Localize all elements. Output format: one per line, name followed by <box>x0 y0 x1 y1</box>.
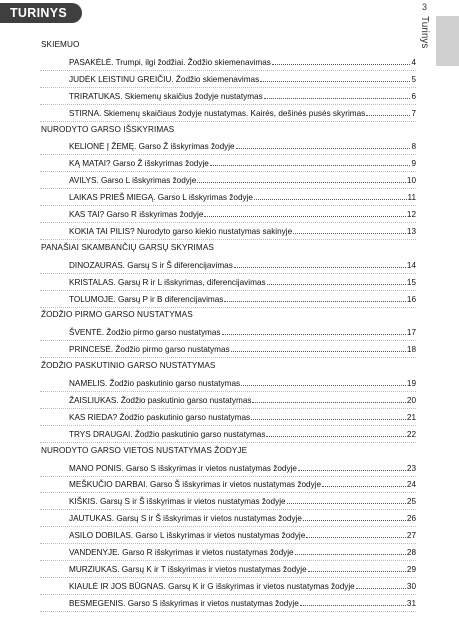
dot-leader <box>298 469 406 471</box>
row-divider <box>40 121 416 122</box>
row-divider <box>40 154 416 155</box>
toc-entry-title: JAUTUKAS. Garsų S ir Š išskyrimas ir vietos nustatymas žodyje <box>69 514 302 524</box>
row-divider <box>40 560 416 561</box>
row-divider <box>40 442 416 443</box>
section-title: SKIEMUO <box>41 40 80 49</box>
toc-entry[interactable] <box>69 412 416 423</box>
toc-entry-title: KIŠKIS. Garsų S ir Š išskyrimas ir vietos nustatymas žodyje <box>69 497 286 507</box>
toc-entry[interactable] <box>69 564 416 575</box>
toc-entry-page: 22 <box>406 429 416 439</box>
toc-entry[interactable] <box>69 91 416 102</box>
row-divider <box>40 340 416 341</box>
toc-entry-page: 15 <box>406 277 416 287</box>
row-divider <box>40 188 416 189</box>
row-divider <box>40 70 416 71</box>
toc-entry-page: 11 <box>407 193 416 203</box>
row-divider <box>40 171 416 172</box>
toc-entry-title: KOKIA TAI PILIS? Nurodyto garso kiekio nustatymas sakinyje <box>69 226 293 236</box>
toc-entry-title: ŽAISLIUKAS. Žodžio paskutinio garso nustatymas <box>69 395 252 405</box>
dot-leader <box>308 570 406 572</box>
toc-entry-title: MANO PONIS. Garso S išskyrimas ir vietos nustatymas žodyje <box>69 463 297 473</box>
toc-entry-page: 23 <box>406 463 416 473</box>
toc-entry-page: 30 <box>406 581 416 591</box>
toc-entry-title: BESMEGENIS. Garso S išskyrimas ir vietos nustatymas žodyje <box>69 598 299 608</box>
toc-entry-title: AVILYS. Garso L išskyrimas žodyje <box>69 176 197 186</box>
dot-leader <box>287 502 406 504</box>
section-title: NURODYTO GARSO IŠSKYRIMAS <box>41 124 175 134</box>
toc-entry-title: LAIKAS PRIEŠ MIEGĄ. Garso L išskyrimas žodyje <box>69 193 253 203</box>
toc-entry-page: 13 <box>406 226 416 236</box>
section-title: NURODYTO GARSO VIETOS NUSTATYMAS ŽODYJE <box>41 445 248 455</box>
dot-leader <box>293 232 406 234</box>
toc-entry-title: ŠVENTĖ. Žodžio pirmo garso nustatymas <box>69 328 221 338</box>
toc-entry-title: KRISTALAS. Garsų R ir L išskyrimas, diferencijavimas <box>69 277 266 287</box>
toc-entry-title: TRIRATUKAS. Skiemenų skaičius žodyje nustatymas <box>69 91 263 101</box>
dot-leader <box>264 97 411 99</box>
toc-entry-title: PASAKĖLĖ. Trumpi, ilgi žodžiai. Žodžio skiemenavimas <box>69 57 271 67</box>
toc-entry[interactable] <box>69 581 416 592</box>
row-divider <box>40 492 416 493</box>
toc-entry[interactable] <box>69 74 416 85</box>
toc-entry[interactable] <box>69 57 416 68</box>
toc-entry-page: 17 <box>406 328 416 338</box>
toc-entry-page: 4 <box>411 57 416 67</box>
toc-entry[interactable] <box>69 141 416 152</box>
dot-leader <box>303 519 406 521</box>
row-divider <box>40 425 416 426</box>
row-divider <box>40 391 416 392</box>
dot-leader <box>252 401 405 403</box>
toc-entry[interactable] <box>69 547 416 558</box>
toc-entry-page: 19 <box>406 379 416 388</box>
toc-entry-title: PRINCESĖ. Žodžio pirmo garso nustatymas <box>69 345 230 355</box>
toc-entry[interactable] <box>69 175 416 186</box>
row-divider <box>40 476 416 477</box>
toc-entry-title: KELIONĖ Į ŽEMĘ. Garso Ž išskyrimas žodyje <box>69 142 235 152</box>
row-divider <box>40 509 416 510</box>
toc-entry-title: KĄ MATAI? Garso Ž išskyrimas žodyje <box>69 159 209 169</box>
toc-entry[interactable] <box>69 344 416 355</box>
dot-leader <box>272 63 411 65</box>
row-divider <box>40 577 416 578</box>
row-divider <box>40 239 416 240</box>
toc-entry-page: 20 <box>406 395 416 405</box>
section-title: ŽODŽIO PASKUTINIO GARSO NUSTATYMAS <box>41 361 216 371</box>
toc-entry[interactable] <box>69 209 416 220</box>
toc-entry[interactable] <box>69 530 416 541</box>
toc-entry-page: 14 <box>406 260 416 270</box>
dot-leader <box>241 384 406 386</box>
toc-entry-page: 24 <box>406 480 416 490</box>
row-divider <box>40 611 416 612</box>
row-divider <box>40 104 416 105</box>
side-title: Turinys <box>419 16 430 49</box>
row-divider <box>40 222 416 223</box>
toc-entry-page: 26 <box>406 514 416 524</box>
toc-entry-page: 28 <box>406 548 416 557</box>
toc-entry[interactable] <box>69 378 416 389</box>
toc-entry-title: TOLUMOJE. Garsų P ir B diferencijavimas <box>69 294 224 304</box>
toc-entry[interactable] <box>69 513 416 524</box>
dot-leader <box>366 114 410 116</box>
toc-entry[interactable] <box>69 598 416 609</box>
dot-leader <box>267 283 406 285</box>
toc-entry[interactable] <box>69 226 416 237</box>
row-divider <box>40 408 416 409</box>
row-divider <box>40 290 416 291</box>
toc-entry[interactable] <box>69 108 416 119</box>
toc-entry[interactable] <box>69 158 416 169</box>
row-divider <box>40 543 416 544</box>
toc-entry-page: 16 <box>406 294 416 304</box>
dot-leader <box>210 164 411 166</box>
dot-leader <box>322 485 406 487</box>
row-divider <box>40 357 416 358</box>
dot-leader <box>254 198 407 200</box>
toc-entry-title: ASILO DOBILAS. Garso L išskyrimas ir vietos nustatymas žodyje <box>69 531 306 541</box>
toc-entry[interactable] <box>69 429 416 440</box>
toc-entry-title: KAS TAI? Garso R išskyrimas žodyje <box>69 210 204 219</box>
toc-entry-page: 9 <box>411 159 416 169</box>
section-title: ŽODŽIO PIRMO GARSO NUSTATYMAS <box>41 310 193 320</box>
toc-entry-title: DINOZAURAS. Garsų S ir Š diferencijavimas <box>69 260 233 270</box>
toc-entry-title: NAMELIS. Žodžio paskutinio garso nustatymas <box>69 379 241 388</box>
page-number: 3 <box>422 2 428 12</box>
toc-entry-page: 7 <box>411 108 416 118</box>
toc-entry-page: 31 <box>406 598 416 608</box>
toc-entry-page: 8 <box>411 142 416 152</box>
toc-entry[interactable] <box>69 395 416 406</box>
dot-leader <box>260 80 410 82</box>
dot-leader <box>236 147 411 149</box>
row-divider <box>40 205 416 206</box>
toc-entry-page: 12 <box>406 210 416 219</box>
dot-leader <box>234 266 406 268</box>
toc-entry-page: 29 <box>406 564 416 574</box>
toc-entry[interactable] <box>69 260 416 271</box>
dot-leader <box>266 435 405 437</box>
dot-leader <box>306 536 406 538</box>
toc-entry-page: 6 <box>411 91 416 101</box>
toc-entry[interactable] <box>69 479 416 490</box>
dot-leader <box>356 587 406 589</box>
toc-entry[interactable] <box>69 463 416 474</box>
side-tab <box>436 16 459 66</box>
toc-entry-title: MURZIUKAS. Garsų K ir T išskyrimas ir vietos nustatymas žodyje <box>69 564 307 574</box>
toc-entry-page: 21 <box>406 412 416 422</box>
toc-entry-title: MEŠKUČIO DARBAI. Garso Š išskyrimas ir vietos nustatymas žodyje <box>69 480 322 490</box>
dot-leader <box>251 418 406 420</box>
row-divider <box>40 526 416 527</box>
toc-entry-page: 10 <box>406 176 416 186</box>
toc-entry-title: KAS RIEDA? Žodžio paskutinio garso nustatymas <box>69 412 251 422</box>
toc-entry-title: STIRNA. Skiemenų skaičiaus žodyje nustatymas. Kairės, dešinės pusės skyrimas <box>69 108 366 118</box>
toc-entry-page: 27 <box>406 531 416 541</box>
dot-leader <box>204 215 406 217</box>
toc-entry[interactable] <box>69 294 416 305</box>
toc-entry-page: 18 <box>406 345 416 355</box>
row-divider <box>40 87 416 88</box>
row-divider <box>40 273 416 274</box>
toc-badge: TURINYS <box>0 3 82 23</box>
toc-entry-page: 5 <box>411 74 416 84</box>
row-divider <box>40 594 416 595</box>
toc-entry-page: 25 <box>406 497 416 507</box>
toc-entry[interactable] <box>69 192 416 203</box>
section-title: PANAŠIAI SKAMBANČIŲ GARSŲ SKYRIMAS <box>41 242 214 252</box>
dot-leader <box>300 604 406 606</box>
dot-leader <box>197 181 406 183</box>
row-divider <box>40 307 416 308</box>
toc-entry-title: JUDĖK LEISTINU GREIČIU. Žodžio skiemenavimas <box>69 74 260 84</box>
toc-entry[interactable] <box>69 496 416 507</box>
dot-leader <box>295 553 406 555</box>
toc-entry-title: VANDENYJE. Garso R išskyrimas ir vietos nustatymas žodyje <box>69 548 294 557</box>
toc-entry[interactable] <box>69 277 416 288</box>
toc-entry-title: KIAULĖ IR JOS BŪGNAS. Garsų K ir G išskyrimas ir vietos nustatymas žodyje <box>69 581 355 591</box>
dot-leader <box>231 350 406 352</box>
toc-entry[interactable] <box>69 327 416 338</box>
toc-entry-title: TRYS DRAUGAI. Žodžio paskutinio garso nustatymas <box>69 429 266 439</box>
dot-leader <box>224 300 405 302</box>
dot-leader <box>222 333 406 335</box>
